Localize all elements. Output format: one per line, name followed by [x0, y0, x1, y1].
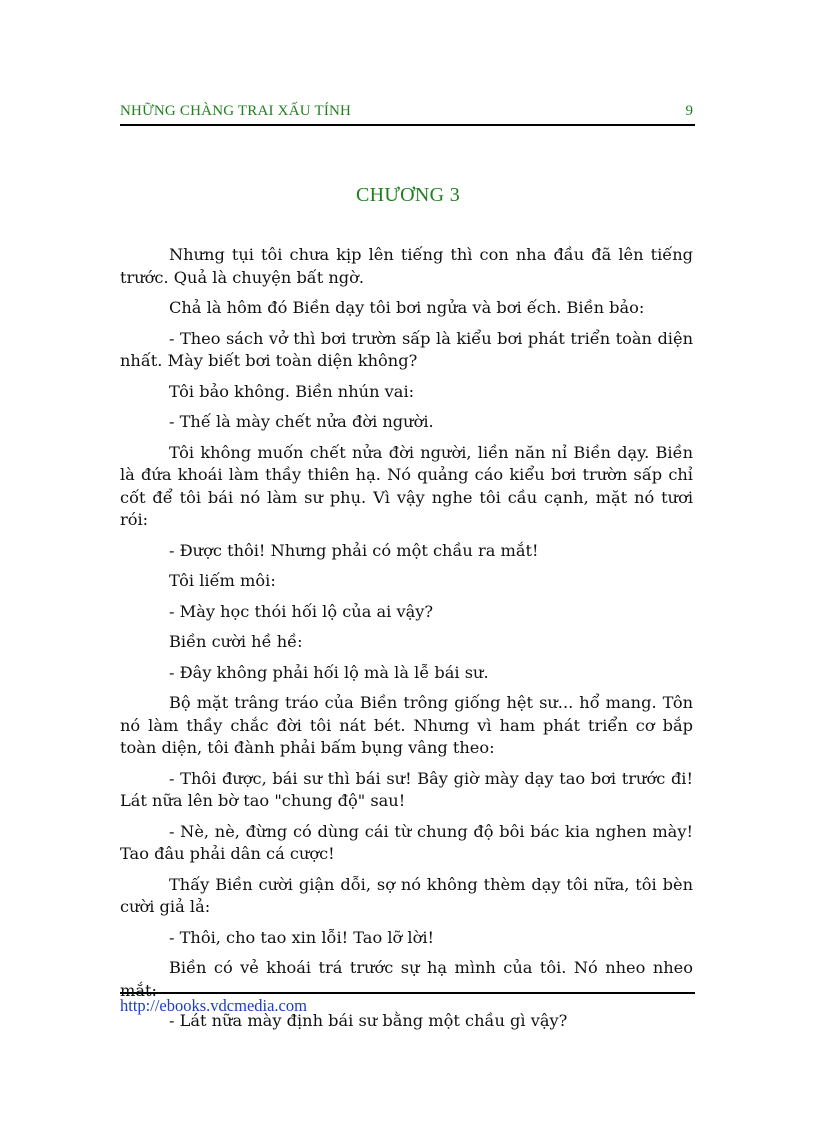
- paragraph: - Theo sách vở thì bơi trườn sấp là kiểu bơi phát triển toàn diện nhất. Mày biết bơi toàn diện không?: [120, 328, 693, 370]
- paragraph: Biền cười hề hề:: [169, 632, 303, 651]
- footer-divider: [120, 992, 695, 994]
- paragraph: - Thôi, cho tao xin lỗi! Tao lỡ lời!: [169, 927, 435, 947]
- paragraph: - Đây không phải hối lộ mà là lễ bái sư.: [169, 662, 489, 682]
- running-header: [120, 102, 695, 126]
- paragraph: Thấy Biền cười giận dỗi, sợ nó không thèm dạy tôi nữa, tôi bèn cười giả lả:: [120, 874, 693, 916]
- paragraph: - Thôi được, bái sư thì bái sư! Bây giờ mày dạy tao bơi trước đi! Lát nữa lên bờ tao "chung độ" sau!: [120, 768, 693, 810]
- paragraph: - Được thôi! Nhưng phải có một chầu ra mắt!: [169, 540, 539, 560]
- paragraph: - Thế là mày chết nửa đời người.: [169, 412, 434, 431]
- chapter-title: CHƯƠNG 3: [355, 184, 461, 206]
- paragraph: - Mày học thói hối lộ của ai vậy?: [169, 601, 434, 621]
- paragraph: Tôi bảo không. Biền nhún vai:: [169, 381, 415, 401]
- paragraph: Tôi liếm môi:: [169, 571, 276, 590]
- paragraph: Tôi không muốn chết nửa đời người, liền năn nỉ Biền dạy. Biền là đứa khoái làm thầy thiên hạ. Nó quảng cáo kiểu bơi trườn sấp chỉ cốt để tôi bái nó làm sư phụ. Vì vậy nghe tôi cầu cạnh, mặt nó tươi rói:: [120, 442, 693, 529]
- paragraph: - Nè, nè, đừng có dùng cái từ chung độ bôi bác kia nghen mày! Tao đâu phải dân cá cược!: [120, 821, 693, 863]
- paragraph: - Lát nữa mày định bái sư bằng một chầu gì vậy?: [169, 1011, 568, 1030]
- paragraph: Biền có vẻ khoái trá trước sự hạ mình của tôi. Nó nheo nheo mắt:: [120, 958, 693, 1000]
- paragraph: Nhưng tụi tôi chưa kịp lên tiếng thì con nha đầu đã lên tiếng trước. Quả là chuyện bất ngờ.: [120, 245, 693, 287]
- page-number: 9: [685, 103, 693, 119]
- body-text: [120, 244, 693, 1041]
- paragraph: Bộ mặt trâng tráo của Biền trông giống hệt sư... hổ mang. Tôn nó làm thầy chắc đời tôi nát bét. Nhưng vì ham phát triển cơ bắp toàn diện, tôi đành phải bấm bụng vâng theo:: [120, 693, 693, 757]
- footer-link[interactable]: http://ebooks.vdcmedia.com: [120, 996, 307, 1015]
- paragraph: Chả là hôm đó Biền dạy tôi bơi ngửa và bơi ếch. Biền bảo:: [169, 298, 645, 317]
- book-title: NHỮNG CHÀNG TRAI XẤU TÍNH: [120, 103, 352, 119]
